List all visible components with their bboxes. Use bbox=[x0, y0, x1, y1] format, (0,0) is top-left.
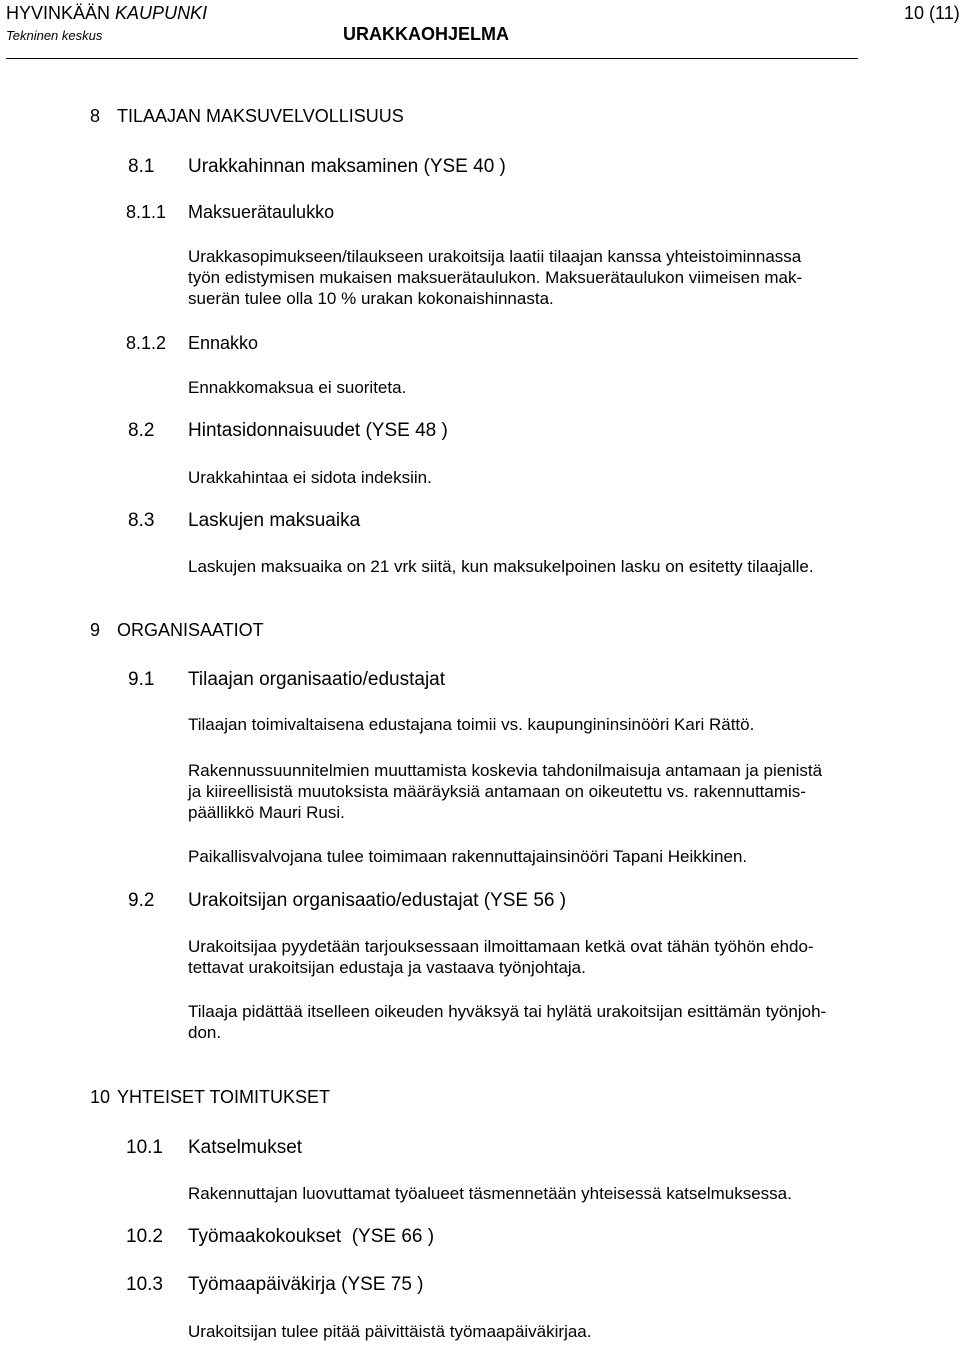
section-8-1-1-heading: Maksuerätaulukko bbox=[188, 202, 335, 222]
paragraph-line: ja kiireellisistä muutoksista määräyksiä antamaan on oikeutettu vs. rakennuttamis- bbox=[188, 782, 806, 801]
section-9-1-paragraph-3: Paikallisvalvojana tulee toimimaan rakennuttajainsinööri Tapani Heikkinen. bbox=[188, 847, 748, 866]
section-8-3-paragraph: Laskujen maksuaika on 21 vrk siitä, kun maksukelpoinen lasku on esitetty tilaajalle. bbox=[188, 557, 814, 576]
section-8-1-1-paragraph bbox=[188, 246, 802, 309]
paragraph-line: työn edistymisen mukaisen maksuerätaulukon. Maksuerätaulukon viimeisen mak- bbox=[188, 268, 803, 287]
page-number: 10 (11) bbox=[904, 3, 960, 23]
section-9-2-paragraph-2 bbox=[188, 1001, 826, 1043]
paragraph-line: päällikkö Mauri Rusi. bbox=[188, 803, 345, 822]
section-8-1-heading: Urakkahinnan maksaminen (YSE 40 ) bbox=[188, 156, 506, 177]
section-10-2-number: 10.2 bbox=[126, 1226, 163, 1247]
section-9-1-paragraph-2 bbox=[188, 760, 822, 823]
section-10-2-heading: Työmaakokoukset (YSE 66 ) bbox=[188, 1226, 435, 1247]
section-8-1-2-paragraph: Ennakkomaksua ei suoriteta. bbox=[188, 378, 407, 397]
section-8-2-number: 8.2 bbox=[128, 420, 155, 441]
section-8-1-number: 8.1 bbox=[128, 156, 155, 177]
document-title: URAKKAOHJELMA bbox=[343, 24, 509, 44]
org-name-text: HYVINKÄÄN bbox=[6, 3, 111, 23]
section-10-1-number: 10.1 bbox=[126, 1137, 163, 1158]
section-10-1-heading: Katselmukset bbox=[188, 1137, 303, 1158]
section-8-1-2-heading: Ennakko bbox=[188, 333, 259, 353]
section-8-2-paragraph: Urakkahintaa ei sidota indeksiin. bbox=[188, 468, 432, 487]
section-9-2-paragraph-1 bbox=[188, 936, 814, 978]
paragraph-line: Tilaaja pidättää itselleen oikeuden hyväksyä tai hylätä urakoitsijan esittämän työnjoh- bbox=[188, 1002, 827, 1021]
section-10-number: 10 bbox=[90, 1087, 111, 1107]
section-10-1-paragraph: Rakennuttajan luovuttamat työalueet täsmennetään yhteisessä katselmuksessa. bbox=[188, 1184, 792, 1203]
header-divider bbox=[6, 58, 858, 59]
section-10-3-paragraph: Urakoitsijan tulee pitää päivittäistä työmaapäiväkirjaa. bbox=[188, 1322, 592, 1341]
section-9-2-number: 9.2 bbox=[128, 890, 155, 911]
paragraph-line: Urakkasopimukseen/tilaukseen urakoitsija laatii tilaajan kanssa yhteistoiminnassa bbox=[188, 247, 802, 266]
section-9-number: 9 bbox=[90, 620, 101, 640]
paragraph-line: tettavat urakoitsijan edustaja ja vastaava työnjohtaja. bbox=[188, 958, 586, 977]
section-10-3-number: 10.3 bbox=[126, 1274, 163, 1295]
paragraph-line: Rakennussuunnitelmien muuttamista koskevia tahdonilmaisuja antamaan ja pienistä bbox=[188, 761, 823, 780]
section-9-1-number: 9.1 bbox=[128, 669, 155, 690]
section-8-2-heading: Hintasidonnaisuudet (YSE 48 ) bbox=[188, 420, 448, 441]
section-9-2-heading: Urakoitsijan organisaatio/edustajat (YSE 56 ) bbox=[188, 890, 567, 911]
section-9-1-paragraph-1: Tilaajan toimivaltaisena edustajana toimii vs. kaupungininsinööri Kari Rättö. bbox=[188, 715, 755, 734]
section-8-number: 8 bbox=[90, 106, 101, 126]
section-8-heading: TILAAJAN MAKSUVELVOLLISUUS bbox=[117, 106, 404, 126]
section-10-3-heading: Työmaapäiväkirja (YSE 75 ) bbox=[188, 1274, 424, 1295]
paragraph-line: suerän tulee olla 10 % urakan kokonaishinnasta. bbox=[188, 289, 554, 308]
section-9-heading: ORGANISAATIOT bbox=[117, 620, 264, 640]
section-8-3-heading: Laskujen maksuaika bbox=[188, 510, 361, 531]
paragraph-line: Urakoitsijaa pyydetään tarjouksessaan ilmoittamaan ketkä ovat tähän työhön ehdo- bbox=[188, 937, 814, 956]
section-10-heading: YHTEISET TOIMITUKSET bbox=[117, 1087, 331, 1107]
section-8-1-2-number: 8.1.2 bbox=[126, 333, 167, 353]
section-8-1-1-number: 8.1.1 bbox=[126, 202, 167, 222]
organization-name bbox=[6, 3, 207, 24]
section-9-1-heading: Tilaajan organisaatio/edustajat bbox=[188, 669, 446, 690]
org-kaupunki-text: KAUPUNKI bbox=[115, 3, 208, 23]
section-8-3-number: 8.3 bbox=[128, 510, 155, 531]
paragraph-line: don. bbox=[188, 1023, 222, 1042]
department-name: Tekninen keskus bbox=[6, 28, 103, 43]
